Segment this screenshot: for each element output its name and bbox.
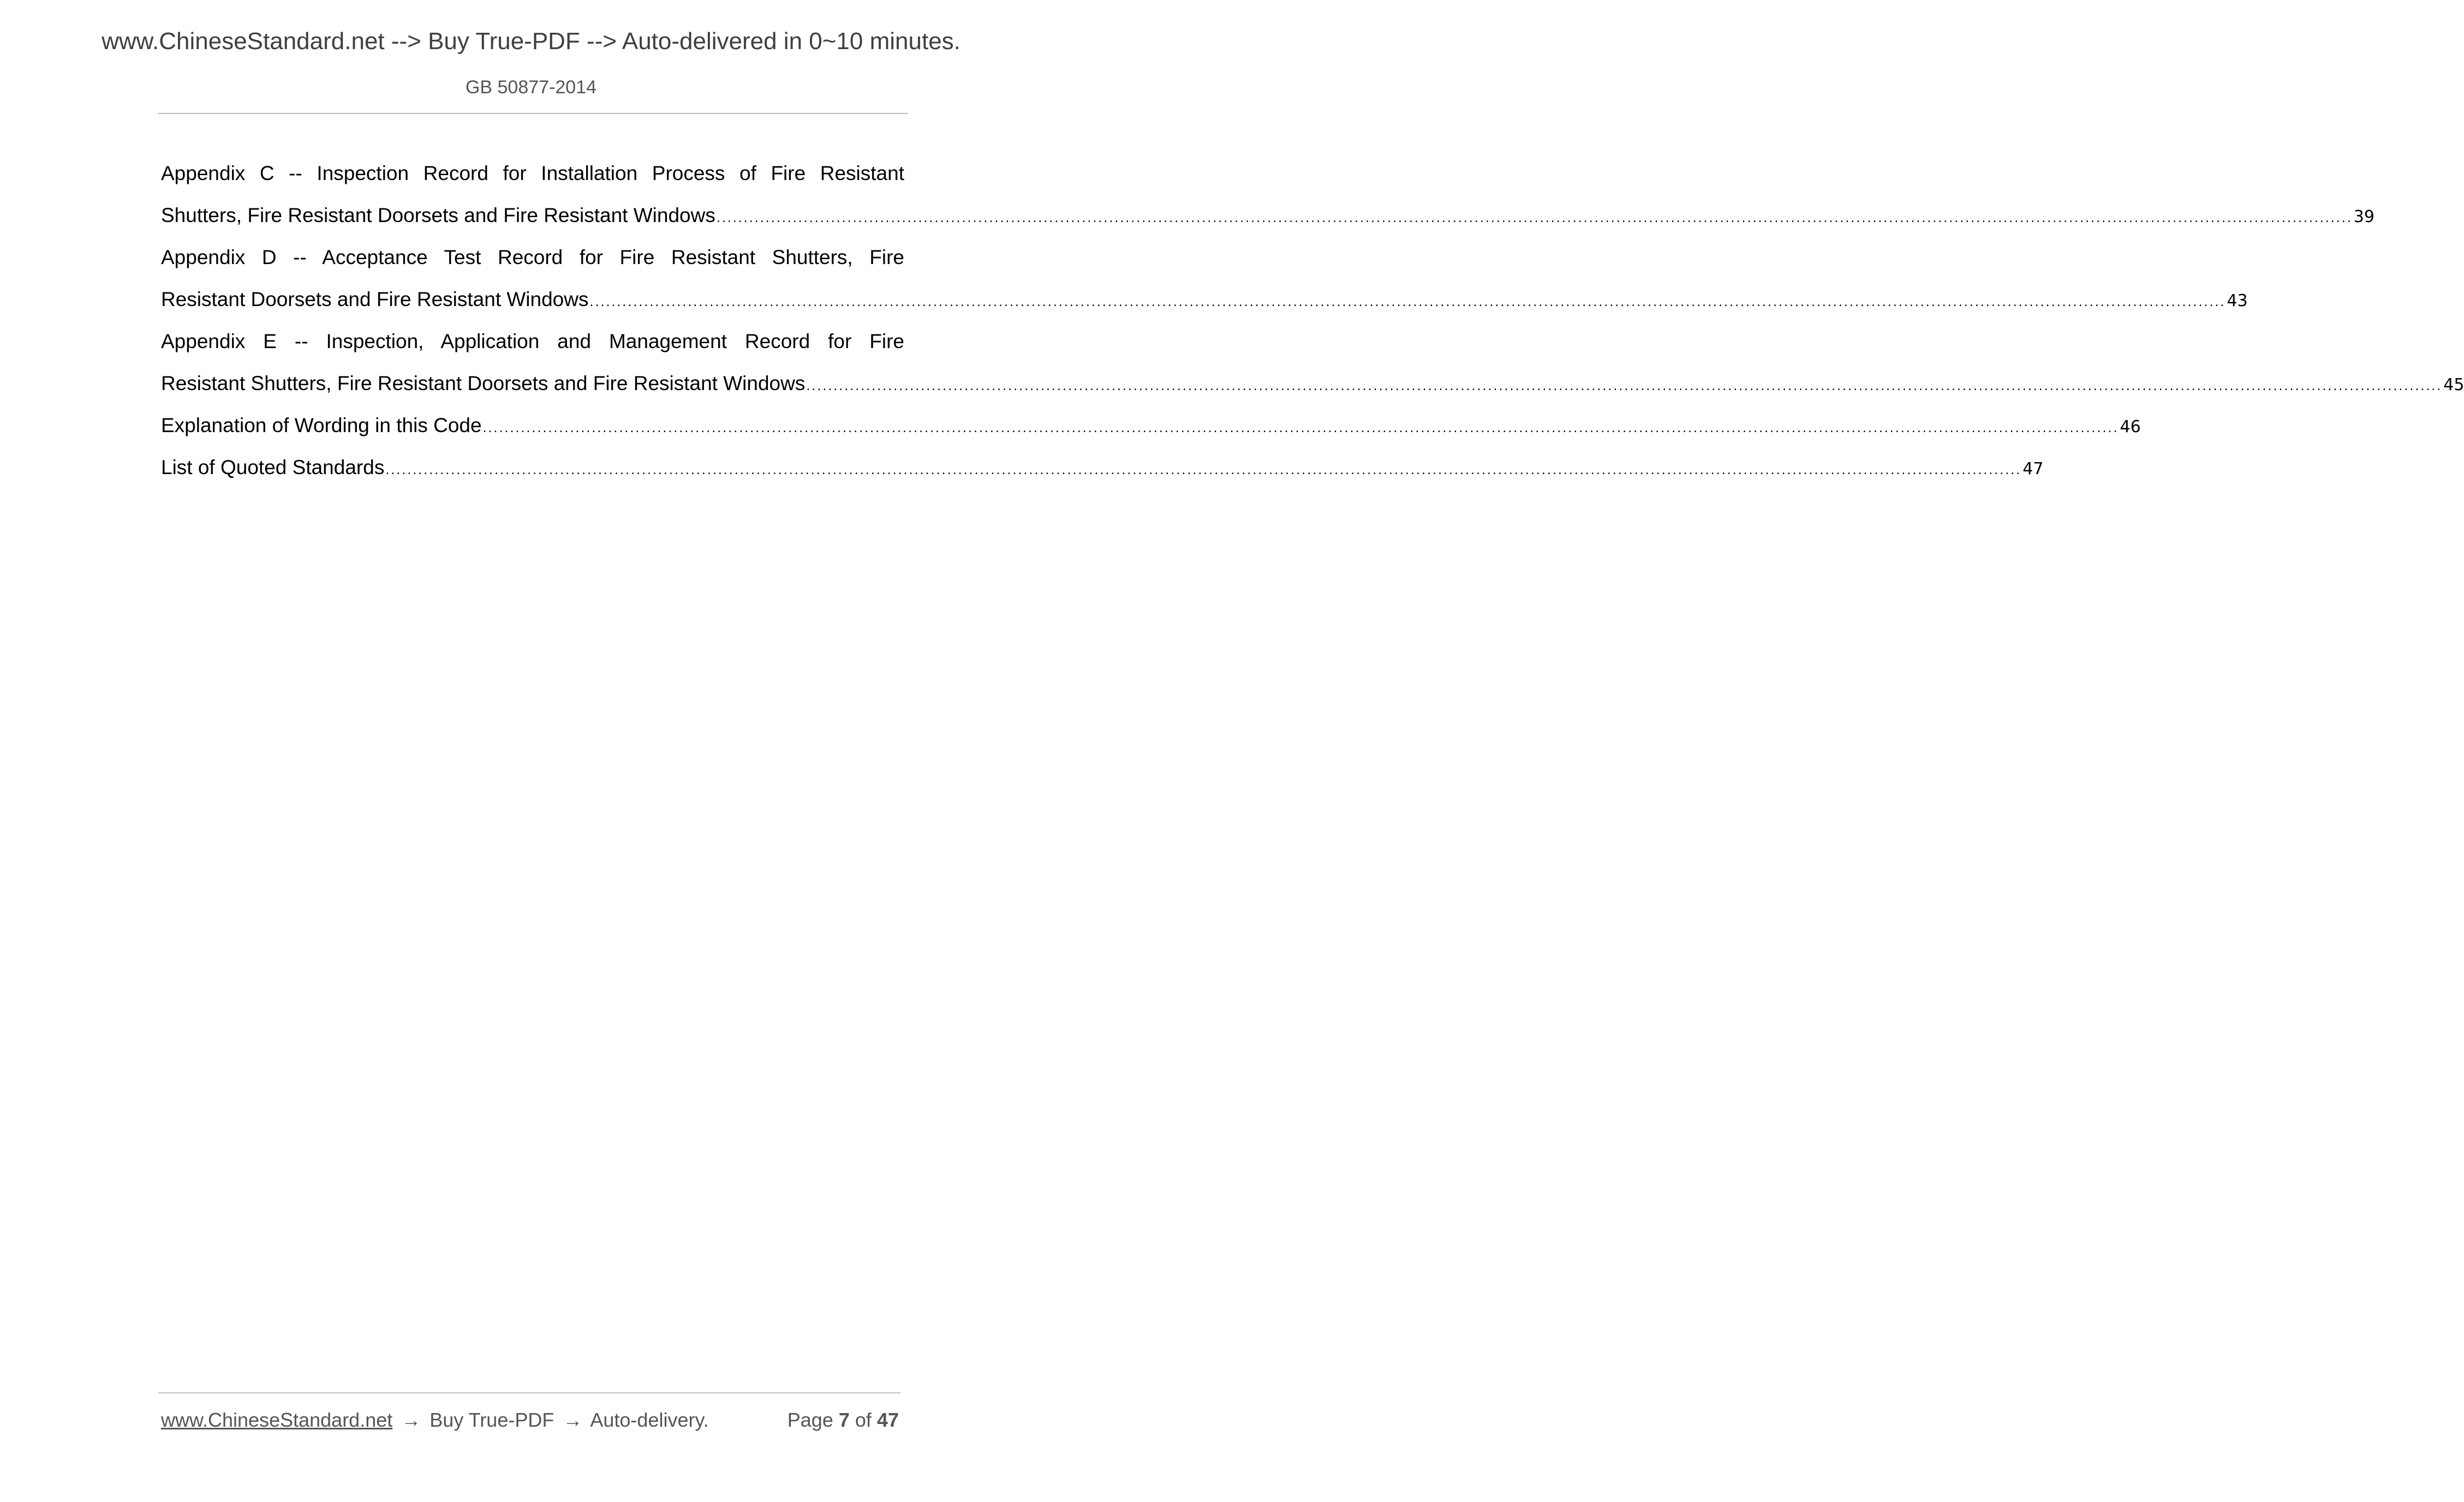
- toc-entry-title-line: Resistant Doorsets and Fire Resistant Windows: [161, 288, 589, 310]
- toc-entry-title-line: Explanation of Wording in this Code: [161, 414, 482, 436]
- dot-leader: ............................................................................................................................................................................................................................................................................................................: [589, 296, 2226, 309]
- right-arrow-icon: →: [401, 1409, 421, 1431]
- document-number: GB 50877-2014: [465, 77, 597, 98]
- toc-page-number: 43: [2227, 291, 2248, 310]
- table-of-contents: [161, 152, 2464, 488]
- page-label: Page: [787, 1409, 833, 1431]
- toc-entry-appendix-e[interactable]: [161, 320, 2464, 404]
- current-page-number: 7: [838, 1409, 850, 1431]
- toc-entry-title-line: Shutters, Fire Resistant Doorsets and Fire Resistant Windows: [161, 204, 715, 226]
- footer-divider: [158, 1392, 900, 1393]
- toc-entry-title-line: Appendix C -- Inspection Record for Installation Process of Fire Resistant: [161, 162, 904, 184]
- toc-entry-title-line: List of Quoted Standards: [161, 456, 385, 478]
- dot-leader: ............................................................................................................................................................................................................................................................................................................: [385, 464, 2022, 477]
- total-pages-number: 47: [876, 1409, 899, 1431]
- toc-entry-appendix-d[interactable]: [161, 236, 2248, 320]
- dot-leader: ............................................................................................................................................................................................................................................................................................................: [806, 380, 2443, 393]
- toc-entry-explanation-of-wording[interactable]: [161, 404, 2141, 446]
- right-arrow-icon: →: [563, 1409, 583, 1431]
- toc-page-number: 47: [2022, 459, 2044, 478]
- toc-entry-appendix-c[interactable]: [161, 152, 2374, 236]
- toc-page-number: 39: [2353, 207, 2374, 226]
- toc-page-number: 45: [2443, 375, 2464, 394]
- dot-leader: ............................................................................................................................................................................................................................................................................................................: [482, 422, 2119, 435]
- page-indicator: [787, 1407, 899, 1434]
- website-link[interactable]: www.ChineseStandard.net: [161, 1409, 393, 1431]
- promo-banner: www.ChineseStandard.net --> Buy True-PDF --> Auto-delivered in 0~10 minutes.: [102, 28, 960, 55]
- toc-entry-list-of-quoted-standards[interactable]: [161, 446, 2044, 488]
- buy-true-pdf-text: Buy True-PDF: [429, 1409, 554, 1431]
- toc-page-number: 46: [2120, 417, 2141, 436]
- toc-entry-title-line: Appendix E -- Inspection, Application and Management Record for Fire: [161, 330, 904, 352]
- toc-entry-title-line: Resistant Shutters, Fire Resistant Doorsets and Fire Resistant Windows: [161, 372, 806, 394]
- page-footer: [161, 1407, 899, 1434]
- dot-leader: ............................................................................................................................................................................................................................................................................................................: [716, 212, 2353, 225]
- auto-delivery-text: Auto-delivery.: [590, 1409, 709, 1431]
- of-label: of: [855, 1409, 872, 1431]
- header-divider: [158, 113, 908, 114]
- toc-entry-title-line: Appendix D -- Acceptance Test Record for Fire Resistant Shutters, Fire: [161, 246, 904, 268]
